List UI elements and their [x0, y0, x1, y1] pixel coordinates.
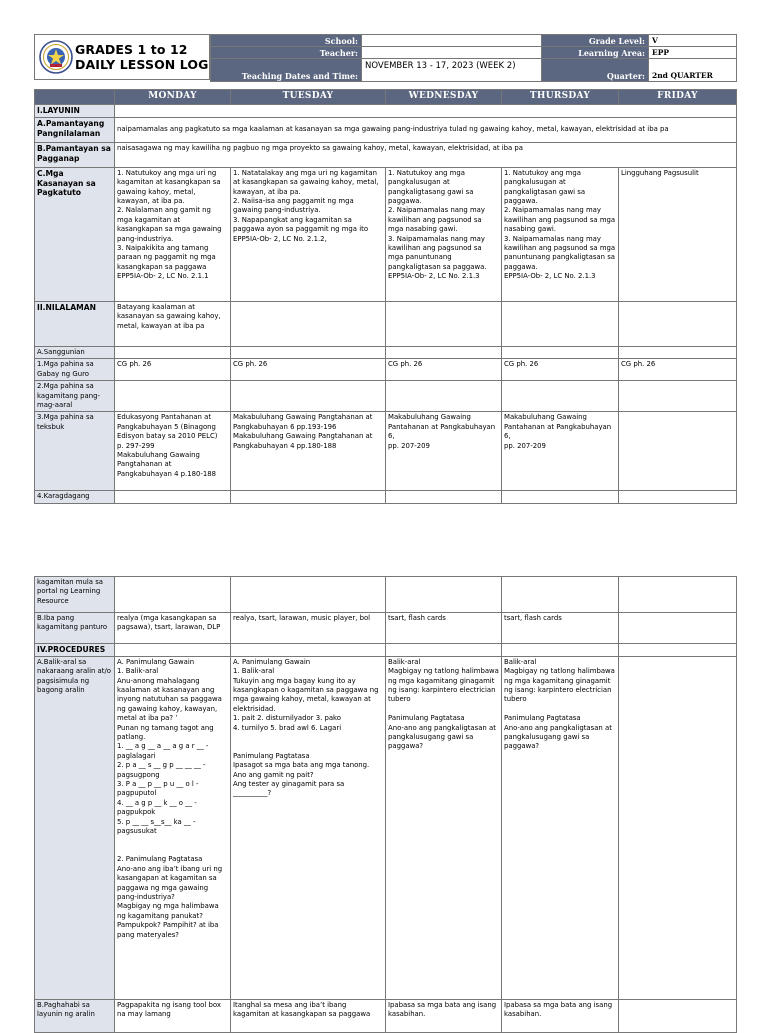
pamantayan-pagganap-label: B.Pamantayan sa Pagganap	[35, 142, 115, 167]
balik-aral-friday	[619, 656, 737, 999]
header-info-grid	[210, 34, 737, 82]
kasanayan-wednesday: 1. Natutukoy ang mga pangkalusugan at pangkaligtasang gawi sa paggawa. 2. Naipamamalas nang may kawilihan ang pagsunod sa mga nasabing gawi. 3. Naipamamalas nang may kawilihan ang pagsunod sa mga panuntunang pangkaligtasan sa paggawa. EPP5IA-Ob- 2, LC No. 2.1.3	[386, 167, 502, 301]
sanggunian-friday	[619, 346, 737, 358]
procedures-thursday	[502, 644, 619, 657]
procedures-monday	[115, 644, 231, 657]
teacher-label: Teacher:	[211, 47, 362, 59]
day-header-monday: MONDAY	[115, 90, 231, 105]
procedures-label: IV.PROCEDURES	[35, 644, 115, 657]
pamantayang-pangnilalaman-text: naipamamalas ang pagkatuto sa mga kaalaman at kasanayan sa mga gawaing pang-industriya tulad ng gawaing kahoy, metal, kawayan, elektrisidad at iba pa	[115, 117, 737, 142]
gabay-tuesday: CG ph. 26	[231, 359, 386, 381]
kagamitang-wednesday	[386, 381, 502, 412]
paghahabi-tuesday: Itanghal sa mesa ang iba’t ibang kagamitan at kasangkapan sa paggawa	[231, 999, 386, 1032]
pamantayan-pagganap-text: naisasagawa ng may kawiliha ng pagbuo ng mga proyekto sa gawaing kahoy, metal, kawayan, elektrisidad, at iba pa	[115, 142, 737, 167]
portal-monday	[115, 577, 231, 613]
layunin-empty	[115, 105, 737, 118]
day-header-friday: FRIDAY	[619, 90, 737, 105]
kasanayan-monday: 1. Natutukoy ang mga uri ng kagamitan at kasangkapan sa gawaing kahoy, metal, kawayan, at iba pa. 2. Nalalaman ang gamit ng mga kagamitan at kasangkapan sa mga gawaing pang-industriya. 3. Naipakikita ang tamang paraan ng paggamit ng mga kasangkapan sa paggawa EPP5IA-Ob- 2, LC No. 2.1.1	[115, 167, 231, 301]
kagamitang-thursday	[502, 381, 619, 412]
kagamitang-tuesday	[231, 381, 386, 412]
karagdagang-wednesday	[386, 491, 502, 503]
kasanayan-thursday: 1. Natutukoy ang mga pangkalusugan at pangkaligtasan gawi sa paggawa. 2. Naipamamalas nang may kawilihan ang pagsunod sa mga nasabing gawi. 3. Naipamamalas nang may kawilihan ang pagsunod sa mga panuntunang pangkaligtasan sa paggawa. EPP5IA-Ob- 2, LC No. 2.1.3	[502, 167, 619, 301]
gabay-friday: CG ph. 26	[619, 359, 737, 381]
quarter-value: 2nd QUARTER	[649, 59, 737, 82]
balik-aral-monday: A. Panimulang Gawain 1. Balik-aral Anu-anong mahalagang kaalaman at kasanayan ang inyong natutuhan sa paggawa ng gawaing kahoy, kawayan, metal at iba pa? ’ Punan ng tamang tagot ang patlang. 1. __ a g __ a __ a g a r __ - paglalagari 2. p a __ s __ g p __ __ __ - pagsugpong 3. P a __ p __ p u __ o l - pagpuputol 4. __ a g p __ k __ o __ - pagpukpok 5. p __ __ s__s__ ka __ - pagsusukat 2. Panimulang Pagtatasa Ano-ano ang iba’t ibang uri ng kasangapan at kagamitan sa paggawa ng mga gawaing pang-industriya? Magbigay ng mga halimbawa ng kagamitang panukat? Pampukpok? Pampihit? at iba pang materyales?	[115, 656, 231, 999]
teksbuk-thursday: Makabuluhang Gawaing Pantahanan at Pangkabuhayan 6, pp. 207-209	[502, 412, 619, 491]
iba-kagamitan-monday: realya (mga kasangkapan sa pagsawa), tsart, larawan, DLP	[115, 613, 231, 644]
paghahabi-monday: Pagpapakita ng isang tool box na may lamang	[115, 999, 231, 1032]
portal-wednesday	[386, 577, 502, 613]
procedures-wednesday	[386, 644, 502, 657]
nilalaman-thursday	[502, 301, 619, 346]
balik-aral-tuesday: A. Panimulang Gawain 1. Balik-aral Tukuyin ang mga bagay kung ito ay kasangkapan o kagamitan sa paggawa ng mga gawaing kahoy, metal, kawayan at elektrisidad. 1. pait 2. disturnilyador 3. pako 4. turnilyo 5. brad awl 6. Lagari Panimulang Pagtatasa Ipasagot sa mga bata ang mga tanong. Ano ang gamit ng pait? Ang tester ay ginagamit para sa __________?	[231, 656, 386, 999]
kagamitang-label: 2.Mga pahina sa kagamitang pang-mag-aaral	[35, 381, 115, 412]
gabay-monday: CG ph. 26	[115, 359, 231, 381]
portal-resource-label: kagamitan mula sa portal ng Learning Resource	[35, 577, 115, 613]
karagdagang-row	[35, 491, 737, 503]
balik-aral-thursday: Balik-aral Magbigay ng tatlong halimbawa ng mga kagamitang ginagamit ng isang: karpintero electrician tubero Panimulang Pagtatasa Ano-ano ang pangkaligtasan at pangkalusugang gawi sa paggawa?	[502, 656, 619, 999]
karagdagang-friday	[619, 491, 737, 503]
deped-seal-icon	[39, 40, 73, 74]
iba-kagamitan-wednesday: tsart, flash cards	[386, 613, 502, 644]
balik-aral-wednesday: Balik-aral Magbigay ng tatlong halimbawa ng mga kagamitang ginagamit ng isang: karpintero electrician tubero Panimulang Pagtatasa Ano-ano ang pangkaligtasan at pangkalusugang gawi sa paggawa?	[386, 656, 502, 999]
day-header-tuesday: TUESDAY	[231, 90, 386, 105]
kasanayan-tuesday: 1. Natatalakay ang mga uri ng kagamitan at kasangkapan sa gawaing kahoy, metal, kawayan, at iba pa. 2. Naiisa-isa ang paggamit ng mga gawaing pang-industriya. 3. Napapangkat ang kagamitan sa paggawa ayon sa paggamit ng mga ito EPP5IA-Ob- 2, LC No. 2.1.2,	[231, 167, 386, 301]
nilalaman-wednesday	[386, 301, 502, 346]
sanggunian-label: A.Sanggunian	[35, 346, 115, 358]
gabay-row	[35, 359, 737, 381]
gabay-thursday: CG ph. 26	[502, 359, 619, 381]
procedures-row	[35, 644, 737, 657]
day-header-corner	[35, 90, 115, 105]
gabay-wednesday: CG ph. 26	[386, 359, 502, 381]
teksbuk-friday	[619, 412, 737, 491]
lesson-table-part2	[34, 576, 737, 1033]
paghahabi-thursday: Ipabasa sa mga bata ang isang kasabihan.	[502, 999, 619, 1032]
day-header-row	[35, 90, 737, 105]
nilalaman-label: II.NILALAMAN	[35, 301, 115, 346]
iba-kagamitan-row	[35, 613, 737, 644]
kagamitang-friday	[619, 381, 737, 412]
sanggunian-monday	[115, 346, 231, 358]
lesson-table-part1	[34, 89, 737, 504]
procedures-tuesday	[231, 644, 386, 657]
balik-aral-label: A.Balik-aral sa nakaraang aralin at/o pagsisimula ng bagong aralin	[35, 656, 115, 999]
iba-kagamitan-friday	[619, 613, 737, 644]
karagdagang-monday	[115, 491, 231, 503]
teaching-dates-value: NOVEMBER 13 - 17, 2023 (WEEK 2)	[362, 59, 542, 82]
teksbuk-monday: Edukasyong Pantahanan at Pangkabuhayan 5 (Binagong Edisyon batay sa 2010 PELC) p. 297-299 Makabuluhang Gawaing Pangtahanan at Pangkabuhayan 4 p.180-188	[115, 412, 231, 491]
header-logo-box	[34, 34, 210, 80]
learning-area-label: Learning Area:	[542, 47, 649, 59]
teksbuk-row	[35, 412, 737, 491]
iba-kagamitan-label: B.Iba pang kagamitang panturo	[35, 613, 115, 644]
day-header-wednesday: WEDNESDAY	[386, 90, 502, 105]
nilalaman-monday: Batayang kaalaman at kasanayan sa gawaing kahoy, metal, kawayan at iba pa	[115, 301, 231, 346]
layunin-label: I.LAYUNIN	[35, 105, 115, 118]
pamantayang-pangnilalaman-row	[35, 117, 737, 142]
paghahabi-wednesday: Ipabasa sa mga bata ang isang kasabihan.	[386, 999, 502, 1032]
portal-friday	[619, 577, 737, 613]
kagamitang-monday	[115, 381, 231, 412]
kasanayan-row	[35, 167, 737, 301]
teksbuk-tuesday: Makabuluhang Gawaing Pangtahanan at Pangkabuhayan 6 pp.193-196 Makabuluhang Gawaing Pangtahanan at Pangkabuhayan 4 pp.180-188	[231, 412, 386, 491]
portal-resource-row	[35, 577, 737, 613]
nilalaman-friday	[619, 301, 737, 346]
gabay-label: 1.Mga pahina sa Gabay ng Guro	[35, 359, 115, 381]
day-header-thursday: THURSDAY	[502, 90, 619, 105]
teksbuk-wednesday: Makabuluhang Gawaing Pantahanan at Pangkabuhayan 6, pp. 207-209	[386, 412, 502, 491]
nilalaman-tuesday	[231, 301, 386, 346]
iba-kagamitan-tuesday: realya, tsart, larawan, music player, bol	[231, 613, 386, 644]
pamantayang-pangnilalaman-label: A.Pamantayang Pangnilalaman	[35, 117, 115, 142]
teacher-value	[362, 47, 542, 59]
sanggunian-tuesday	[231, 346, 386, 358]
dll-header	[34, 34, 736, 80]
grade-level-label: Grade Level:	[542, 35, 649, 47]
pamantayan-pagganap-row	[35, 142, 737, 167]
balik-aral-row	[35, 656, 737, 999]
school-label: School:	[211, 35, 362, 47]
nilalaman-row	[35, 301, 737, 346]
karagdagang-thursday	[502, 491, 619, 503]
header-title-line2: DAILY LESSON LOG	[75, 57, 209, 72]
kasanayan-label: C.Mga Kasanayan sa Pagkatuto	[35, 167, 115, 301]
sanggunian-thursday	[502, 346, 619, 358]
layunin-row	[35, 105, 737, 118]
paghahabi-friday	[619, 999, 737, 1032]
sanggunian-row	[35, 346, 737, 358]
portal-tuesday	[231, 577, 386, 613]
kasanayan-friday: Lingguhang Pagsusulit	[619, 167, 737, 301]
teksbuk-label: 3.Mga pahina sa teksbuk	[35, 412, 115, 491]
sanggunian-wednesday	[386, 346, 502, 358]
paghahabi-row	[35, 999, 737, 1032]
kagamitang-row	[35, 381, 737, 412]
karagdagang-tuesday	[231, 491, 386, 503]
karagdagang-label: 4.Karagdagang	[35, 491, 115, 503]
iba-kagamitan-thursday: tsart, flash cards	[502, 613, 619, 644]
portal-thursday	[502, 577, 619, 613]
teaching-dates-label: Teaching Dates and Time:	[211, 59, 362, 82]
paghahabi-label: B.Paghahabi sa layunin ng aralin	[35, 999, 115, 1032]
school-value	[362, 35, 542, 47]
grade-level-value: V	[649, 35, 737, 47]
quarter-label: Quarter:	[542, 59, 649, 82]
learning-area-value: EPP	[649, 47, 737, 59]
procedures-friday	[619, 644, 737, 657]
header-title-line1: GRADES 1 to 12	[75, 42, 188, 57]
